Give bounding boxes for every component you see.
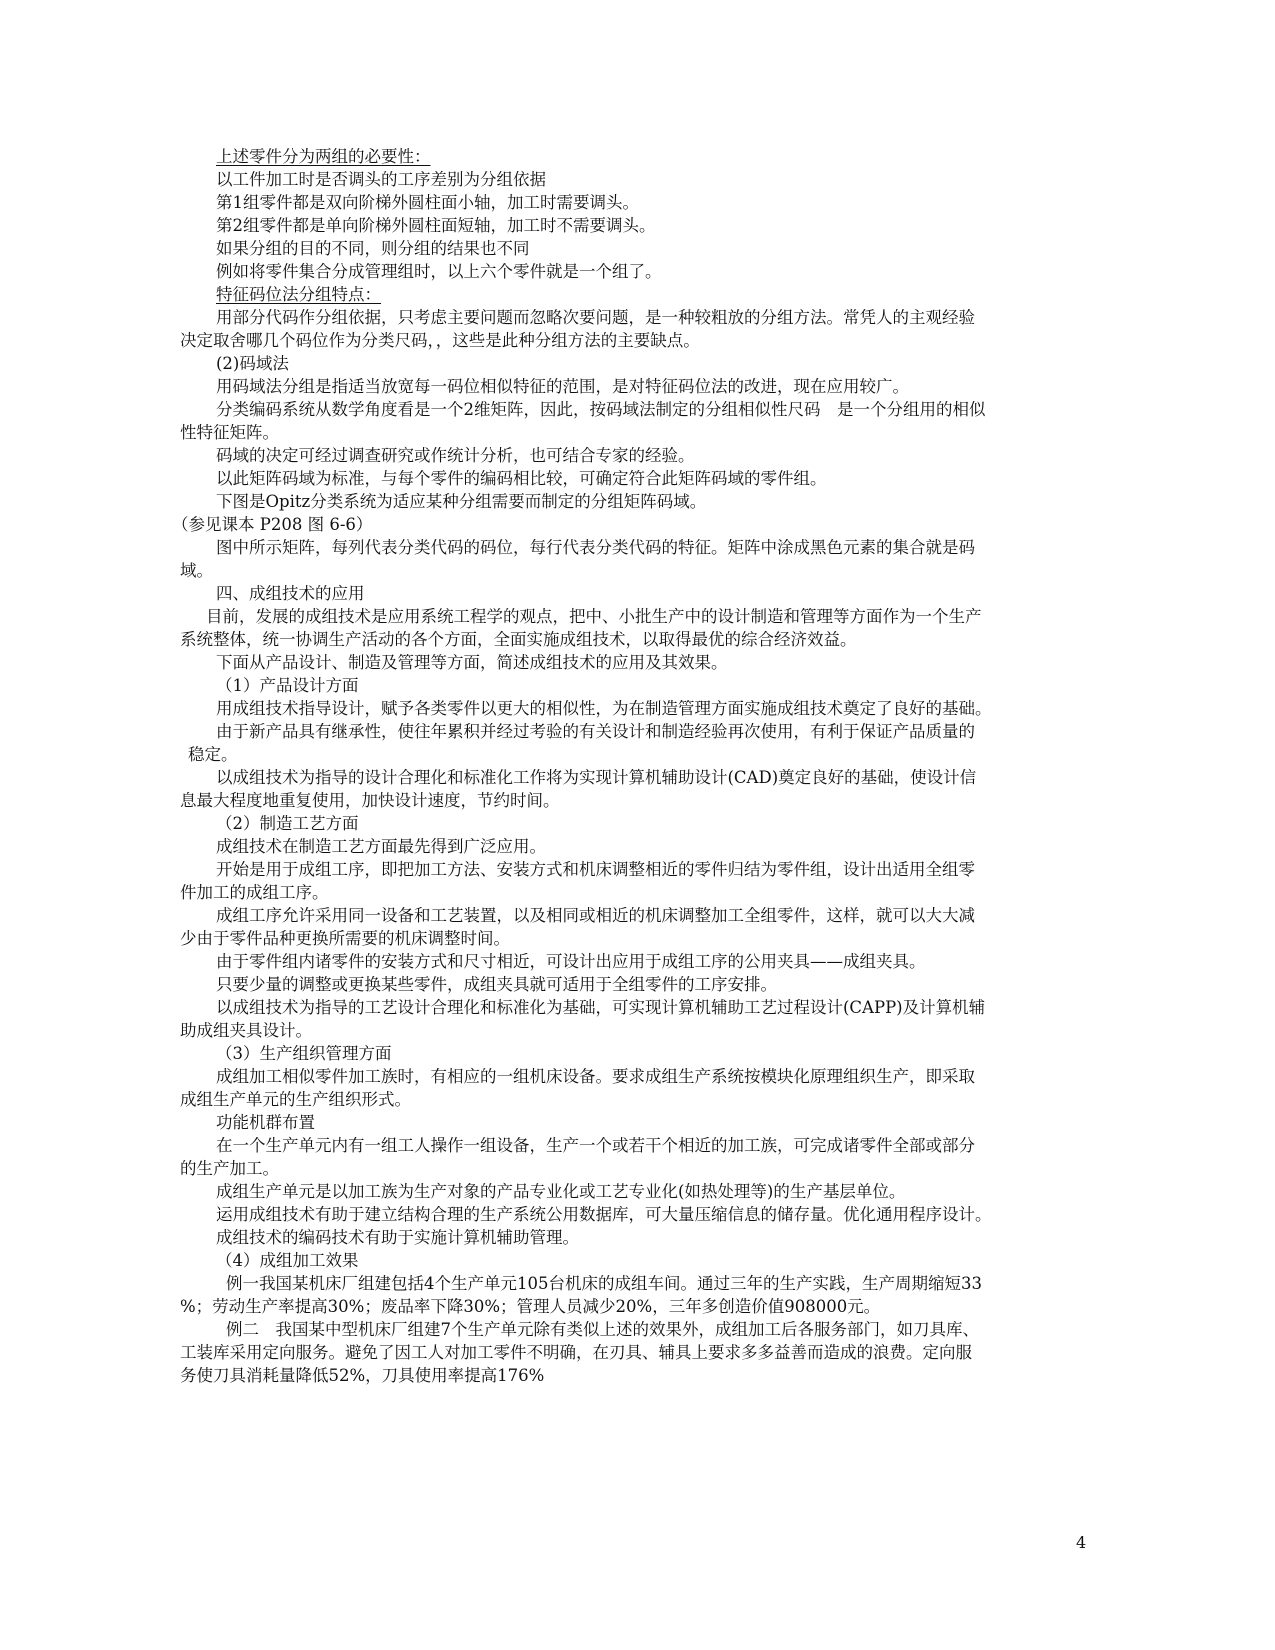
text-line: 第2组零件都是单向阶梯外圆柱面短轴，加工时不需要调头。 [216,216,656,235]
text-line: 由于零件组内诸零件的安装方式和尺寸相近，可设计出应用于成组工序的公用夹具——成组夹具。 [216,952,926,971]
text-line: 例一我国某机床厂组建包括4个生产单元105台机床的成组车间。通过三年的生产实践，生产周期缩短33 [226,1274,982,1293]
text-line: 功能机群布置 [216,1113,315,1132]
text-line: 图中所示矩阵，每列代表分类代码的码位，每行代表分类代码的特征。矩阵中涂成黑色元素的集合就是码 [216,538,975,557]
text-line: 性特征矩阵。 [180,423,279,442]
text-line: 只要少量的调整或更换某些零件，成组夹具就可适用于全组零件的工序安排。 [216,975,777,994]
text-line: 如果分组的目的不同，则分组的结果也不同 [216,239,530,258]
text-line: 以成组技术为指导的工艺设计合理化和标准化为基础，可实现计算机辅助工艺过程设计(CAPP)及计算机辅 [216,998,986,1017]
text-line: 下图是Opitz分类系统为适应某种分组需要而制定的分组矩阵码域。 [216,492,707,511]
text-line: 由于新产品具有继承性，使往年累积并经过考验的有关设计和制造经验再次使用，有利于保证产品质量的 [216,722,975,741]
text-line: （参见课本 P208 图 6-6） [172,515,373,534]
text-line: 以成组技术为指导的设计合理化和标准化工作将为实现计算机辅助设计(CAD)奠定良好的基础，使设计信 [216,768,977,787]
section-heading-feature-code: 特征码位法分组特点： [216,285,381,304]
text-line: 用码域法分组是指适当放宽每一码位相似特征的范围，是对特征码位法的改进，现在应用较广。 [216,377,909,396]
text-line: 第1组零件都是双向阶梯外圆柱面小轴，加工时需要调头。 [216,193,639,212]
text-line: 在一个生产单元内有一组工人操作一组设备，生产一个或若干个相近的加工族，可完成诸零件全部或部分 [216,1136,975,1155]
text-line: 用成组技术指导设计，赋予各类零件以更大的相似性，为在制造管理方面实施成组技术奠定了良好的基础。 [216,699,992,718]
text-line: 运用成组技术有助于建立结构合理的生产系统公用数据库，可大量压缩信息的储存量。优化通用程序设计。 [216,1205,992,1224]
text-line: 的生产加工。 [180,1159,279,1178]
text-line: 例二 我国某中型机床厂组建7个生产单元除有类似上述的效果外，成组加工后各服务部门，如刀具库、 [226,1320,979,1339]
text-line: 助成组夹具设计。 [180,1021,312,1040]
section-heading-product-design: （1）产品设计方面 [216,676,359,695]
text-line: %；劳动生产率提高30%；废品率下降30%；管理人员减少20%，三年多创造价值908000元。 [180,1297,881,1316]
text-line: 域。 [180,561,213,580]
section-heading-manufacturing: （2）制造工艺方面 [216,814,359,833]
text-line: 码域的决定可经过调查研究或作统计分析，也可结合专家的经验。 [216,446,695,465]
text-line: 务使刀具消耗量降低52%，刀具使用率提高176% [180,1366,545,1385]
text-line: 成组技术在制造工艺方面最先得到广泛应用。 [216,837,546,856]
text-line: 例如将零件集合分成管理组时，以上六个零件就是一个组了。 [216,262,662,281]
text-line: 开始是用于成组工序，即把加工方法、安装方式和机床调整相近的零件归结为零件组，设计出适用全组零 [216,860,975,879]
text-line: 少由于零件品种更换所需要的机床调整时间。 [180,929,510,948]
text-line: 以工件加工时是否调头的工序差别为分组依据 [216,170,546,189]
text-line: 成组工序允许采用同一设备和工艺装置，以及相同或相近的机床调整加工全组零件，这样，就可以大大减 [216,906,975,925]
text-line: 用部分代码作分组依据，只考虑主要问题而忽略次要问题，是一种较粗放的分组方法。常凭人的主观经验 [216,308,975,327]
text-line: 成组生产单元的生产组织形式。 [180,1090,411,1109]
text-line: 成组加工相似零件加工族时，有相应的一组机床设备。要求成组生产系统按模块化原理组织生产，即采取 [216,1067,975,1086]
section-heading-code-domain: (2)码域法 [216,354,289,373]
text-line: 成组生产单元是以加工族为生产对象的产品专业化或工艺专业化(如热处理等)的生产基层单位。 [216,1182,906,1201]
text-line: 决定取舍哪几个码位作为分类尺码，，这些是此种分组方法的主要缺点。 [180,331,700,350]
section-heading-applications: 四、成组技术的应用 [216,584,365,603]
text-line: 工装库采用定向服务。避免了因工人对加工零件不明确，在刃具、辅具上要求多多益善而造成的浪费。定向服 [180,1343,972,1362]
text-line: 息最大程度地重复使用，加快设计速度，节约时间。 [180,791,560,810]
page-number: 4 [1076,1533,1087,1552]
text-line: 系统整体，统一协调生产活动的各个方面，全面实施成组技术，以取得最优的综合经济效益。 [180,630,857,649]
text-line: 目前，发展的成组技术是应用系统工程学的观点，把中、小批生产中的设计制造和管理等方面作为一个生产 [206,607,982,626]
section-heading-group-effect: （4）成组加工效果 [216,1251,359,1270]
text-line: 件加工的成组工序。 [180,883,329,902]
section-heading-grouping-necessity: 上述零件分为两组的必要性： [216,147,431,166]
text-line: 下面从产品设计、制造及管理等方面，简述成组技术的应用及其效果。 [216,653,728,672]
text-line: 稳定。 [188,745,238,764]
section-heading-production-management: （3）生产组织管理方面 [216,1044,392,1063]
text-line: 分类编码系统从数学角度看是一个2维矩阵，因此，按码域法制定的分组相似性尺码 是一个分组用的相似 [216,400,986,419]
text-line: 以此矩阵码域为标准，与每个零件的编码相比较，可确定符合此矩阵码域的零件组。 [216,469,827,488]
text-line: 成组技术的编码技术有助于实施计算机辅助管理。 [216,1228,579,1247]
